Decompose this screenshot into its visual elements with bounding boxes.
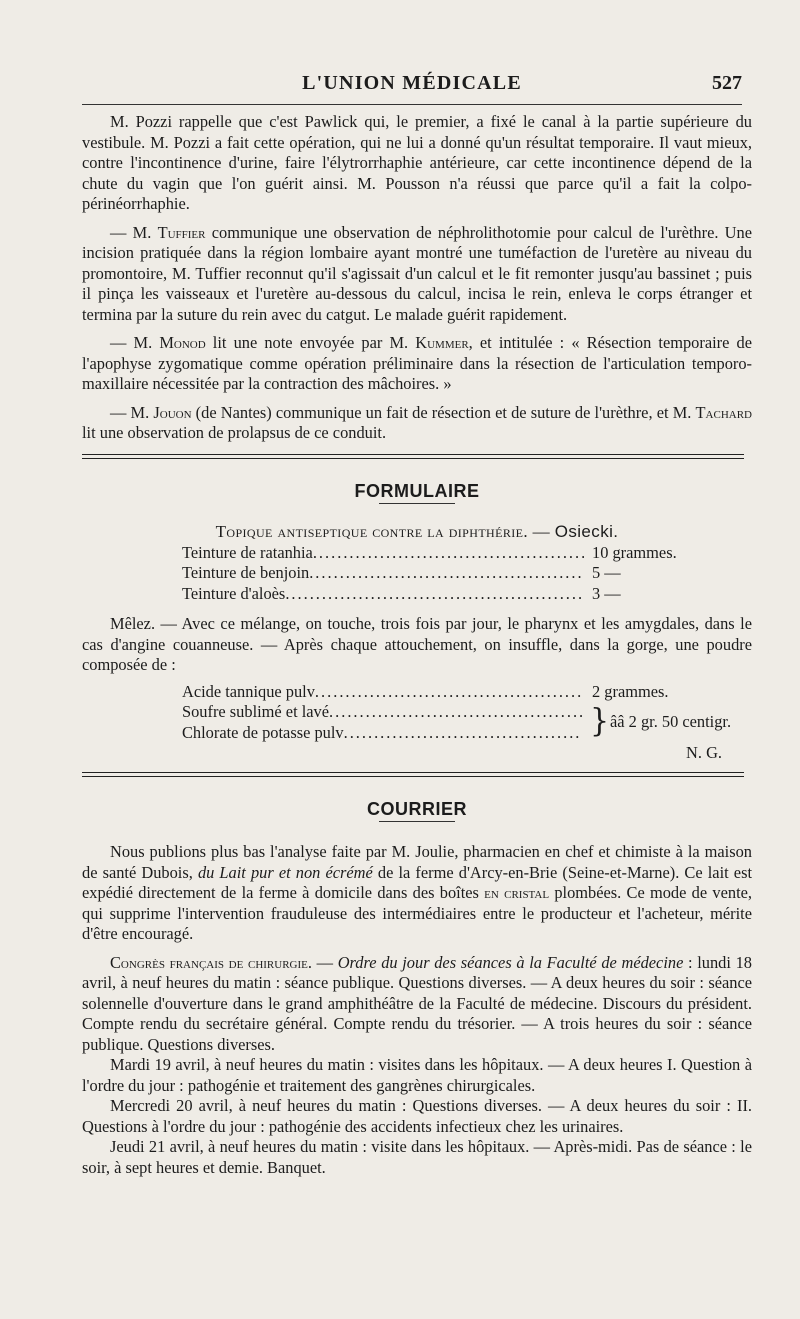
brace-symbol: } — [590, 702, 610, 740]
congres-paragraph: Congrès français de chirurgie. — Ordre du jour des séances à la Faculté de médecine : lundi 18 avril, à neuf heures du matin : séance publique. Questions diverses. — A deux heures du soir : séance solennelle d'ouverture dans le grand amphithéâtre de la Faculté de médecine. Discours du président. Compte rendu du secrétaire général. Compte rendu du trésorier. — A trois heures du soir : séance publique. Questions diverses. — [82, 952, 752, 1054]
courrier-paragraph: Nous publions plus bas l'analyse faite par M. Joulie, pharmacien en chef et chimiste à la maison de santé Dubois, du Lait pur et non écrémé de la ferme d'Arcy-en-Brie (Seine-et-Marne). Ce lait est expédié directement de la ferme à domicile dans des boîtes en cristal plombées. Ce mode de vente, qui supprime l'intervention frauduleuse des intermédiaires entre le producteur et l'acheteur, mérite d'être encouragé. — [82, 842, 753, 943]
ingredient-list — [182, 543, 742, 605]
page-number: 527 — [712, 72, 742, 94]
author-name: Tachard — [695, 402, 752, 422]
ingredient-row: Chlorate de potasse pulv ..... — [182, 723, 582, 744]
running-title: L'UNION MÉDICALE — [302, 72, 522, 94]
report-paragraph-3: — M. Monod lit une note envoyée par M. Kummer, et intitulée : « Résection temporaire de l'apophyse zygomatique comme opération préliminaire dans la résection de l'articulation temporo-maxillaire nécessitée par la contraction des mâchoires. » — [82, 333, 752, 393]
formula-author: Osiecki. — [554, 522, 619, 541]
author-name: Tuffier — [157, 222, 206, 242]
formula-instructions: Mêlez. — Avec ce mélange, on touche, trois fois par jour, le pharynx et les amygdales, dans le cas d'angine couanneuse. — Après chaque attouchement, on insuffle, dans la gorge, une poudre composée de : — [82, 614, 752, 674]
courrier-heading: COURRIER — [366, 798, 467, 819]
jeudi-paragraph: Jeudi 21 avril, à neuf heures du matin : visite dans les hôpitaux. — Après-midi. Pas de séance : le soir, à sept heures et demie. Banquet. — [82, 1137, 752, 1177]
mercredi-paragraph: Mercredi 20 avril, à neuf heures du matin : Questions diverses. — A deux heures du soir : II. Questions à l'ordre du jour : pathogénie des accidents infectieux chez les urinaires. — [82, 1096, 752, 1136]
header-rule — [82, 104, 742, 105]
formulaire-heading: FORMULAIRE — [354, 480, 480, 501]
ingredient-row: Acide tannique pulv ..... 2 grammes. — [182, 682, 742, 703]
ingredient-row: Teinture d'aloès ..... 3 — — [182, 584, 742, 605]
mardi-paragraph: Mardi 19 avril, à neuf heures du matin : visites dans les hôpitaux. — A deux heures I. Question à l'ordre du jour : pathogénie et traitement des gangrènes chirurgicales. — [82, 1055, 752, 1095]
author-name: Kummer — [415, 333, 469, 352]
formula-signature: N. G. — [686, 743, 722, 762]
author-name: Monod — [159, 333, 206, 352]
report-paragraph-2: — M. Tuffier communique une observation de néphrolithotomie pour calcul de l'urèthre. Une incision pratiquée dans la région lombaire ayant montré une tuméfaction de l'uretère au niveau du promontoire, M. Tuffier reconnut qu'il s'agissait d'un calcul et le fit remonter jusqu'au bassinet ; puis il pinça les vaisseaux et l'uretère au-dessous du calcul, incisa le rein, enleva le corps étranger et termina par la suture du rein avec du catgut. Le malade guérit rapidement. — [82, 222, 752, 324]
ingredient-row: Soufre sublimé et lavé ..... — [182, 702, 582, 723]
page-header — [82, 66, 742, 96]
formula-title: Topique antiseptique contre la diphthérie. — Osiecki. — [215, 522, 619, 541]
powder-list — [182, 682, 782, 744]
page-body — [82, 112, 752, 1178]
author-name: Jouon — [153, 402, 192, 422]
ingredient-row: Teinture de ratanhia ..... 10 grammes. — [182, 543, 742, 564]
congres-label: Congrès français de chirurgie. — [110, 952, 312, 972]
combined-quantity: ââ 2 gr. 50 centigr. — [610, 711, 732, 731]
report-paragraph-4: — M. Jouon (de Nantes) communique un fait de résection et de suture de l'urèthre, et M. Tachard lit une observation de prolapsus de ce conduit. — [82, 402, 752, 442]
report-paragraph-1: M. Pozzi rappelle que c'est Pawlick qui, le premier, a fixé le canal à la partie supérieure du vestibule. M. Pozzi a fait cette opération, qui ne lui a donné qu'un résultat temporaire. Il vaut mieux, contre l'incontinence d'urine, faire l'élytrorrhaphie antérieure, car cette incontinence dépend de la chute du vagin que l'on guérit ainsi. M. Pousson n'a réussi que parce qu'il a fait la colpo-périnéorrhaphie. — [82, 112, 752, 213]
ingredient-row: Teinture de benjoin ..... 5 — — [182, 563, 742, 584]
